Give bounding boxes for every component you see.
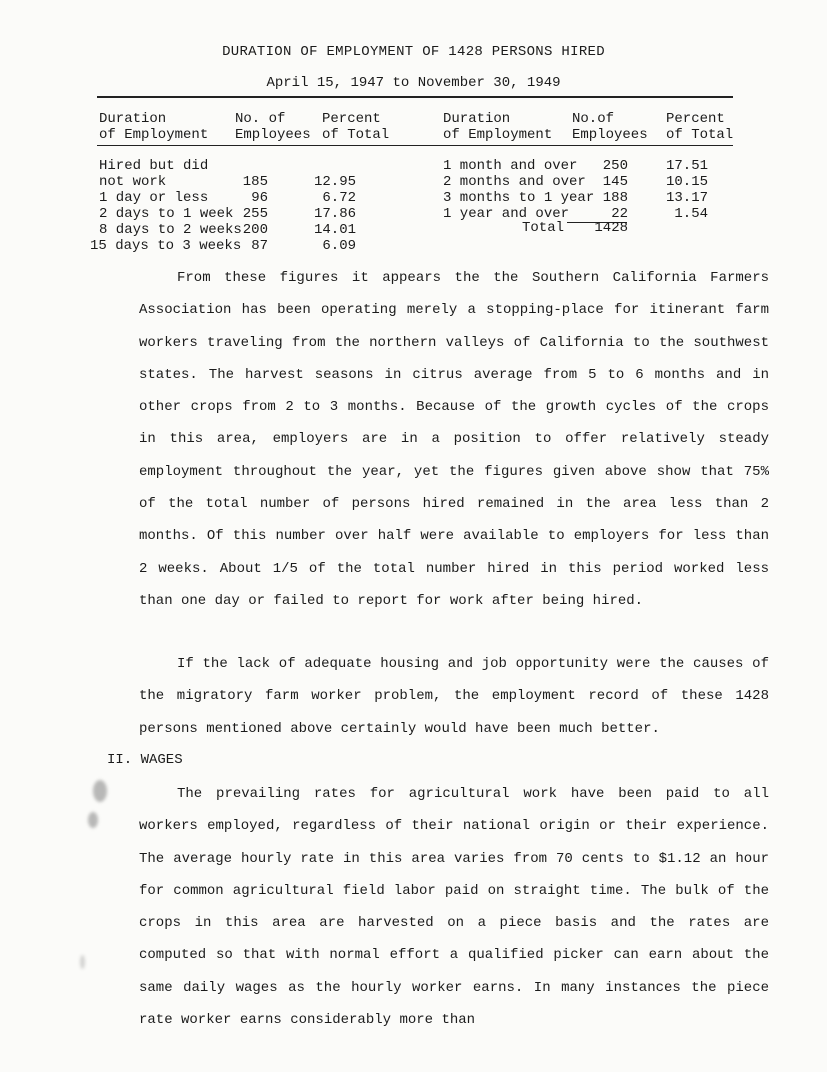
table-row-duration: 1 month and over	[443, 158, 578, 174]
section-heading: II. WAGES	[107, 752, 183, 768]
table-row: Hired but did	[99, 158, 209, 174]
table-row-duration: 2 days to 1 week	[99, 206, 234, 222]
table-row-duration: 15 days to 3 weeks	[90, 238, 242, 254]
table-row-percent: 1.54	[674, 206, 708, 222]
table-row-duration: 1 day or less	[99, 190, 209, 206]
table-row-employees: 145	[602, 174, 628, 190]
table-row-duration: 2 months and over	[443, 174, 586, 190]
table-row-employees: 87	[251, 238, 268, 254]
table-row-percent: 12.95	[313, 174, 356, 190]
left-header-percent: Percent of Total	[322, 111, 390, 143]
table-row-percent: 6.09	[322, 238, 356, 254]
left-header-duration: Duration of Employment	[99, 111, 209, 143]
table-row-percent: 14.01	[313, 222, 356, 238]
right-header-duration: Duration of Employment	[443, 111, 553, 143]
paragraph-3: The prevailing rates for agricultural work have been paid to all workers employed, regardless of their national origin or their experience. The average hourly rate in this area varies from 70 cents to $1.12 an hour for common agricultural field labor paid on straight time. The bulk of the crops in this area are harvested on a piece basis and the rates are computed so that with normal effort a qualified picker can earn about the same daily wages as the hourly worker earns. In many instances the piece rate worker earns considerably more than	[139, 786, 769, 1029]
table-header-rule	[97, 145, 733, 146]
scan-smudge	[88, 812, 98, 828]
paragraph-2: If the lack of adequate housing and job opportunity were the causes of the migratory farm worker problem, the employment record of these 1428 persons mentioned above certainly would have been much better.	[139, 656, 769, 737]
right-header-percent: Percent of Total	[666, 111, 734, 143]
table-row-employees: 96	[251, 190, 268, 206]
table-row-employees: 200	[242, 222, 268, 238]
table-row-percent: 17.51	[665, 158, 708, 174]
table-row-employees: 22	[611, 206, 628, 222]
scan-smudge	[80, 955, 85, 969]
table-row-duration: 3 months to 1 year	[443, 190, 595, 206]
table-row-percent: 17.86	[313, 206, 356, 222]
table-row-employees: 185	[242, 174, 268, 190]
table-row-percent: 10.15	[665, 174, 708, 190]
table-row-employees: 255	[242, 206, 268, 222]
total-value: 1428	[594, 220, 628, 236]
table-row-employees: 188	[602, 190, 628, 206]
table-top-rule	[97, 96, 733, 98]
table-row-percent: 13.17	[665, 190, 708, 206]
table-row-percent: 6.72	[322, 190, 356, 206]
left-header-employees: No. of Employees	[235, 111, 311, 143]
table-row-employees: 250	[602, 158, 628, 174]
table-row-duration: not work	[99, 174, 167, 190]
right-header-employees: No.of Employees	[572, 111, 648, 143]
table-row-duration: 8 days to 2 weeks	[99, 222, 242, 238]
document-subtitle: April 15, 1947 to November 30, 1949	[266, 75, 561, 91]
paragraph-1: From these figures it appears the the Southern California Farmers Association has been operating merely a stopping-place for itinerant farm workers traveling from the northern valleys of California to the southwest states. The harvest seasons in citrus average from 5 to 6 months and in other crops from 2 to 3 months. Because of the growth cycles of the crops in this area, employers are in a position to offer relatively steady employment throughout the year, yet the figures given above show that 75% of the total number of persons hired remained in the area less than 2 months. Of this number over half were available to employers for less than 2 weeks. About 1/5 of the total number hired in this period worked less than one day or failed to report for work after being hired.	[139, 270, 769, 609]
document-title: DURATION OF EMPLOYMENT OF 1428 PERSONS HIRED	[222, 44, 605, 60]
total-label: Total	[522, 220, 565, 236]
scan-smudge	[93, 780, 107, 802]
table-row-duration: 1 year and over	[443, 206, 570, 222]
